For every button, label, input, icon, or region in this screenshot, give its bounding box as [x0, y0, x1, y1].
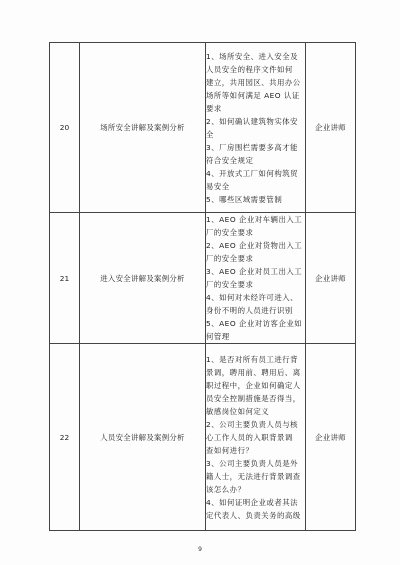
teaching-method: 企业讲师: [306, 344, 356, 531]
content-line: 1、AEO 企业对车辆出入工: [206, 215, 303, 224]
content-line: 要求: [206, 103, 222, 113]
training-course-table: [49, 42, 356, 531]
content-line: 敏感岗位如何定义: [206, 406, 270, 416]
content-line: 4、开放式工厂如何构筑贸: [206, 168, 299, 178]
teaching-method: 企业讲师: [306, 43, 356, 213]
content-line: 厂的安全要求: [206, 228, 254, 237]
content-line: 籍人士，无法进行背景调查: [206, 471, 301, 481]
content-line: 符合安全规定: [206, 155, 254, 165]
content-line: 2、公司主要负责人员与核: [206, 419, 299, 429]
content-line: 2、如何确认建筑物实体安: [206, 116, 299, 126]
content-line: 1、场所安全、进入安全及: [206, 51, 299, 61]
content-line: 员安全控制措施是否得当，: [206, 393, 301, 403]
table-row: [50, 213, 356, 344]
course-topic: 场所安全讲解及案例分析: [80, 43, 206, 213]
content-line: 2、AEO 企业对货物出入工: [206, 241, 303, 250]
content-line: 景调，聘用前、聘用后、离: [206, 367, 301, 377]
content-line: 场所等如何满足 AEO 认证: [206, 90, 300, 100]
row-number: 20: [50, 43, 80, 213]
row-number: 21: [50, 213, 80, 344]
content-line: 建立，共用园区、共用办公: [206, 77, 301, 87]
content-line: 定代表人、负责关务的高级: [206, 510, 301, 520]
content-line: 心工作人员的入职背景调: [206, 432, 293, 442]
teaching-method: 企业讲师: [306, 213, 356, 344]
course-topic: 人员安全讲解及案例分析: [80, 344, 206, 531]
content-line: 3、厂房围栏需要多高才能: [206, 142, 299, 152]
content-line: 4、如何证明企业或者其法: [206, 497, 299, 507]
content-line: 查如何进行？: [206, 445, 254, 455]
content-line: 何管理: [206, 332, 230, 341]
course-topic: 进入安全讲解及案例分析: [80, 213, 206, 344]
content-line: 厂的安全要求: [206, 280, 254, 289]
course-content: [206, 43, 306, 213]
content-line: 职过程中，企业如何确定人: [206, 380, 301, 390]
row-number: 22: [50, 344, 80, 531]
table-row: [50, 344, 356, 531]
content-line: 全: [206, 129, 214, 139]
content-line: 1、是否对所有员工进行背: [206, 354, 299, 364]
content-line: 易安全: [206, 181, 230, 191]
content-line: 4、如何对未经许可进入、: [206, 293, 299, 302]
content-line: 5、哪些区域需要管制: [206, 194, 283, 204]
page-number: 9: [198, 546, 202, 553]
content-line: 5、AEO 企业对访客企业如: [206, 319, 303, 328]
course-content: [206, 213, 306, 344]
table-row: [50, 43, 356, 213]
content-line: 该怎么办？: [206, 484, 246, 494]
content-line: 人员安全的程序文件如何: [206, 64, 293, 74]
content-line: 3、AEO 企业对员工出入工: [206, 267, 303, 276]
content-line: 厂的安全要求: [206, 254, 254, 263]
content-line: 3、公司主要负责人员是外: [206, 458, 299, 468]
content-line: 身份不明的人员进行识别: [206, 306, 293, 315]
course-content: [206, 344, 306, 531]
